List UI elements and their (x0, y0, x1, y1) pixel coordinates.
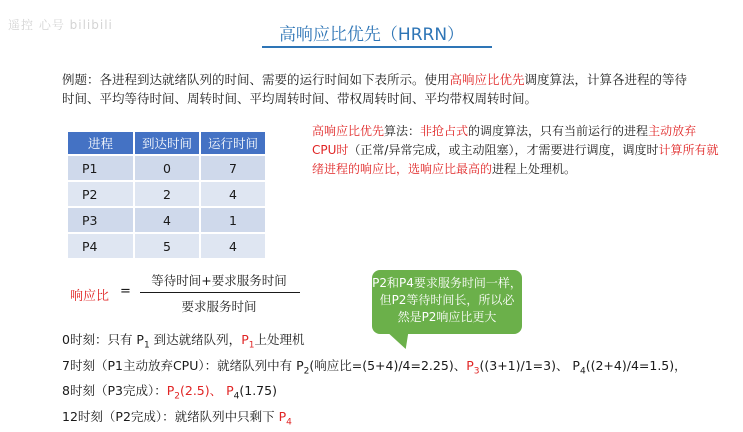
algorithm-description (312, 122, 720, 179)
step-subscript: 2 (304, 366, 310, 376)
desc-algo-name: 高响应比优先 (312, 124, 384, 138)
step-text: 8时刻（P3完成）： (62, 383, 167, 398)
table-header-row (68, 132, 265, 154)
cell-process: P3 (68, 208, 133, 232)
step-subscript: 4 (286, 417, 292, 427)
step-text: ((2+4)/4=1.5)， (586, 358, 687, 373)
cell-process: P1 (68, 156, 133, 180)
cell-runtime: 7 (201, 156, 265, 180)
formula-equals: = (120, 284, 131, 299)
step-text: (响应比=(5+4)/4=2.25)、 (309, 358, 466, 373)
callout-line: P2和P4要求服务时间一样， (372, 275, 522, 292)
cell-runtime: 4 (201, 182, 265, 206)
step-subscript: 1 (144, 341, 150, 351)
desc-text: 进程上处理机。 (492, 162, 576, 176)
formula-label: 响应比 (70, 285, 109, 304)
step-subscript: 4 (580, 366, 586, 376)
title-underline (262, 46, 492, 48)
cell-arrival: 4 (135, 208, 199, 232)
table-row (68, 208, 265, 232)
callout-line: 但P2等待时间长，所以必 (372, 292, 522, 309)
intro-text-2: 调度算法，计算各进程的等待时间、平均等待时间、周转时间、平均周转时间、带权周转时间、平均带权周转时间。 (62, 72, 687, 106)
cell-arrival: 2 (135, 182, 199, 206)
process-table (66, 130, 267, 260)
cell-process: P2 (68, 182, 133, 206)
step-subscript: 2 (174, 392, 180, 402)
formula-numerator: 等待时间+要求服务时间 (138, 271, 300, 289)
step-subscript: 4 (234, 392, 240, 402)
step-subscript: 3 (474, 366, 480, 376)
step-highlight: P (466, 358, 474, 373)
step-highlight: (2.5)、 P (180, 383, 234, 398)
step-highlight: P (167, 383, 175, 398)
col-header-runtime: 运行时间 (201, 132, 265, 154)
cell-process: P4 (68, 234, 133, 258)
step-text: 12时刻（P2完成）：就绪队列中只剩下 (62, 409, 279, 424)
table-row (68, 182, 265, 206)
intro-highlight: 高响应比优先 (450, 72, 525, 87)
desc-select-rule: 计算所有就绪进程的响应比，选响应比最高的 (312, 143, 718, 176)
step-line (62, 381, 732, 407)
formula-denominator: 要求服务时间 (138, 297, 300, 315)
table-row (68, 156, 265, 180)
desc-nonpreemptive: 非抢占式 (420, 124, 468, 138)
fraction-bar (140, 292, 300, 293)
watermark: 遥控 心号 bilibili (8, 16, 113, 33)
cell-arrival: 5 (135, 234, 199, 258)
desc-text: 算法： (384, 124, 420, 138)
callout-bubble (372, 270, 522, 334)
step-line (62, 407, 732, 432)
intro-text-1: 例题：各进程到达就绪队列的时间、需要的运行时间如下表所示。使用 (62, 72, 450, 87)
col-header-process: 进程 (68, 132, 133, 154)
step-text: ((3+1)/1=3)、 P (479, 358, 580, 373)
step-text: 7时刻（P1主动放弃CPU）：就绪队列中有 P (62, 358, 304, 373)
step-line (62, 330, 732, 356)
cell-runtime: 1 (201, 208, 265, 232)
desc-text: （正常/异常完成，或主动阻塞），才需要进行调度，调度时 (348, 143, 658, 157)
cell-runtime: 4 (201, 234, 265, 258)
slide-title: 高响应比优先（HRRN） (0, 20, 743, 45)
step-text: (1.75) (239, 383, 277, 398)
desc-yield-cpu: 主动放弃CPU时 (312, 124, 696, 157)
step-highlight: P (241, 332, 249, 347)
step-text: 到达就绪队列， (150, 332, 241, 347)
schedule-steps (62, 330, 732, 432)
desc-text: 的调度算法，只有当前运行的进程 (468, 124, 648, 138)
callout-line: 然是P2响应比更大 (372, 309, 522, 326)
step-text: 0时刻：只有 P (62, 332, 144, 347)
step-text: 上处理机 (254, 332, 304, 347)
step-line (62, 356, 732, 382)
col-header-arrival: 到达时间 (135, 132, 199, 154)
problem-statement (62, 70, 692, 108)
cell-arrival: 0 (135, 156, 199, 180)
step-highlight: P (279, 409, 287, 424)
step-subscript: 1 (249, 341, 255, 351)
table-row (68, 234, 265, 258)
